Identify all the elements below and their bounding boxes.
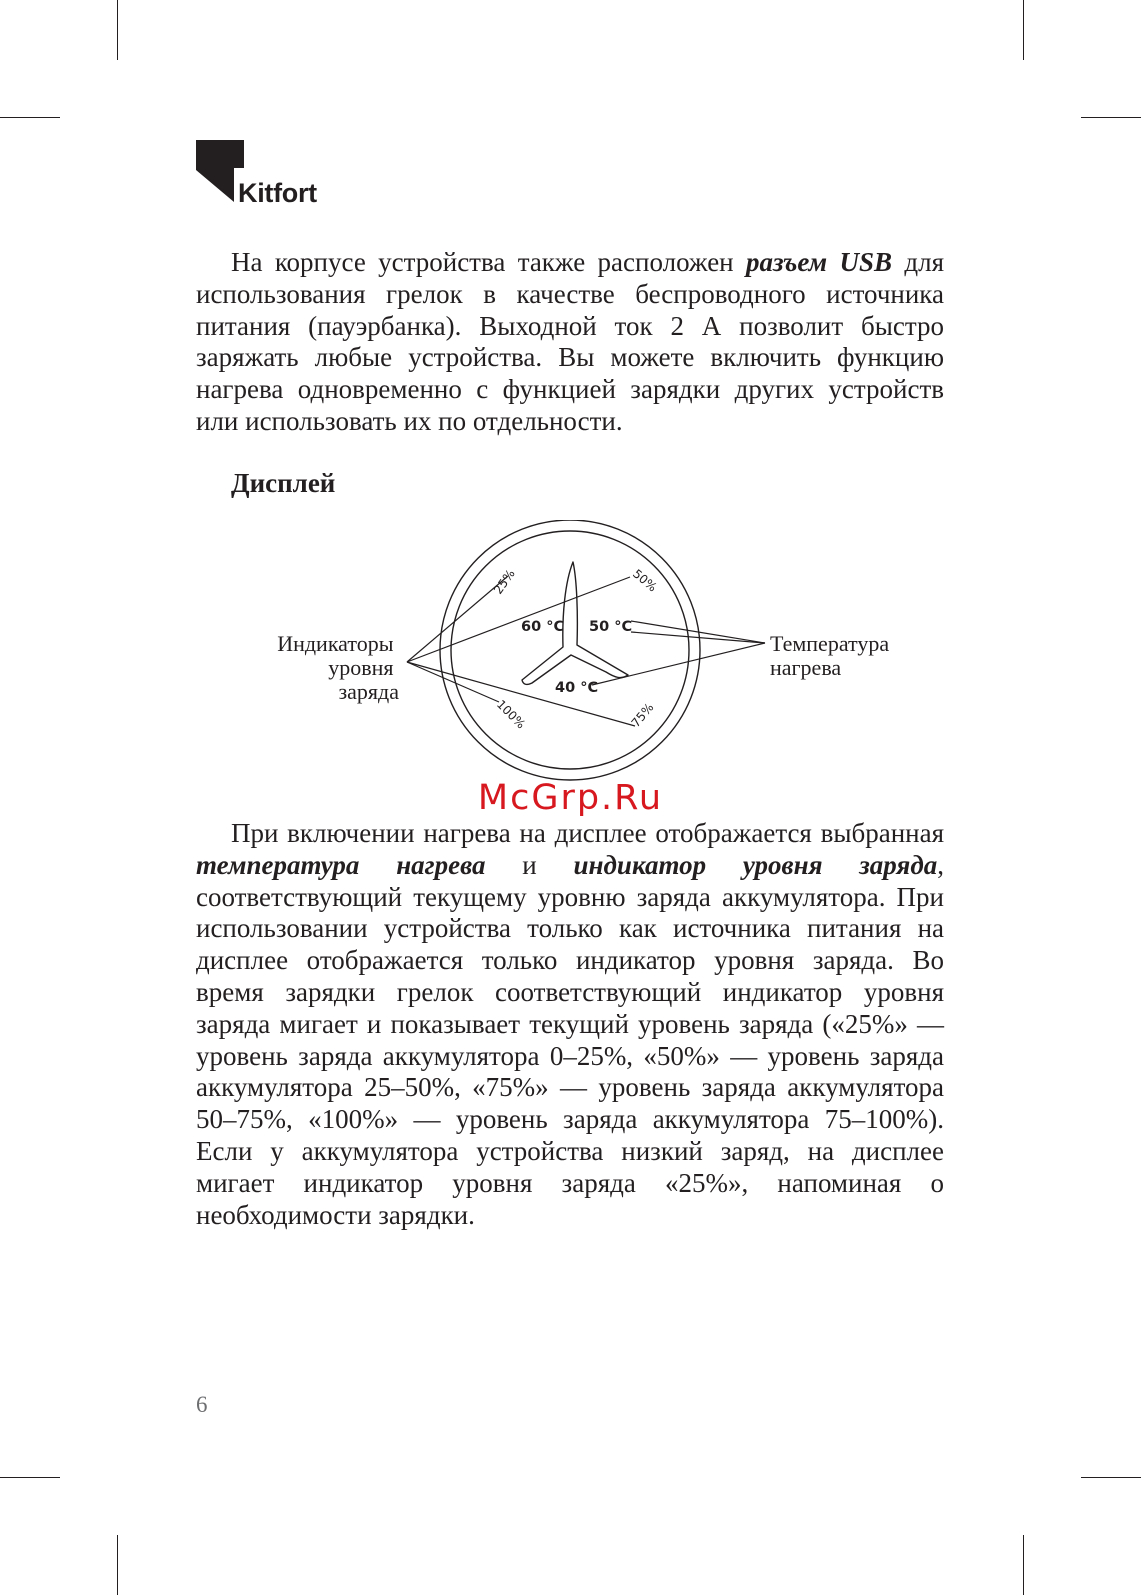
page-number: 6 xyxy=(196,1392,208,1417)
section-heading: Дисплей xyxy=(231,468,336,498)
usb-term: разъем USB xyxy=(745,247,893,277)
crop-mark-bottom-left-v xyxy=(117,1535,118,1595)
crop-mark-top-right-v xyxy=(1023,0,1024,60)
watermark: McGrp.Ru xyxy=(477,778,664,818)
charge-indicators-label: Индикаторы уровня заряда xyxy=(277,631,399,704)
charge-100-label: 100% xyxy=(493,697,529,732)
temp-40-label: 40 °C xyxy=(555,680,599,696)
crop-mark-bottom-left-h xyxy=(0,1477,60,1478)
heating-temperature-term: температура нагрева xyxy=(196,849,486,880)
charge-indicator-term: индикатор уровня заряда xyxy=(573,849,938,880)
charge-leader-lines xyxy=(407,576,635,726)
display-diagram xyxy=(0,520,1141,820)
display-inner-ring xyxy=(451,531,689,769)
crop-mark-bottom-right-h xyxy=(1081,1477,1141,1478)
heating-temperature-label: Температура нагрева xyxy=(770,631,890,680)
crop-mark-bottom-right-v xyxy=(1023,1535,1024,1595)
temp-60-label: 60 °C xyxy=(521,619,565,635)
intro-paragraph: На корпусе устройства также расположен разъем USB для использования грелок в качестве беспроводного источника питания (пауэрбанка). Выходной ток 2 А позволит быстро заряжать любые устройства. Вы можете включить функцию нагрева одновременно с функцией зарядки других устройств или использовать их по отдельности. xyxy=(196,247,945,436)
main-paragraph: При включении нагрева на дисплее отображается выбранная температура нагрева и индикатор уровня заряда, соответствующий текущему уровню заряда аккумулятора. При использовании устройства только как источника питания на дисплее отображается только индикатор уровня заряда. Во время зарядки грелок соответствующий индикатор уровня заряда мигает и показывает текущий уровень заряда («25%» — уровень заряда аккумулятора 0–25%, «50%» — уровень заряда аккумулятора 25–50%, «75%» — уровень заряда аккумулятора 50–75%, «100%» — уровень заряда аккумулятора 75–100%). Если у аккумулятора устройства низкий заряд, на дисплее мигает индикатор уровня заряда «25%», напоминая о необходимости зарядки. xyxy=(196,818,944,1230)
brand-name: Kitfort xyxy=(238,178,317,208)
crop-mark-top-right-h xyxy=(1081,117,1141,118)
charge-50-label: 50% xyxy=(630,566,660,595)
crop-mark-top-left-v xyxy=(117,0,118,60)
charge-75-label: 75% xyxy=(628,700,657,730)
charge-25-label: 25% xyxy=(490,566,518,597)
crop-mark-top-left-h xyxy=(0,117,60,118)
temp-50-label: 50 °C xyxy=(589,619,633,635)
display-outer-ring xyxy=(440,520,700,780)
